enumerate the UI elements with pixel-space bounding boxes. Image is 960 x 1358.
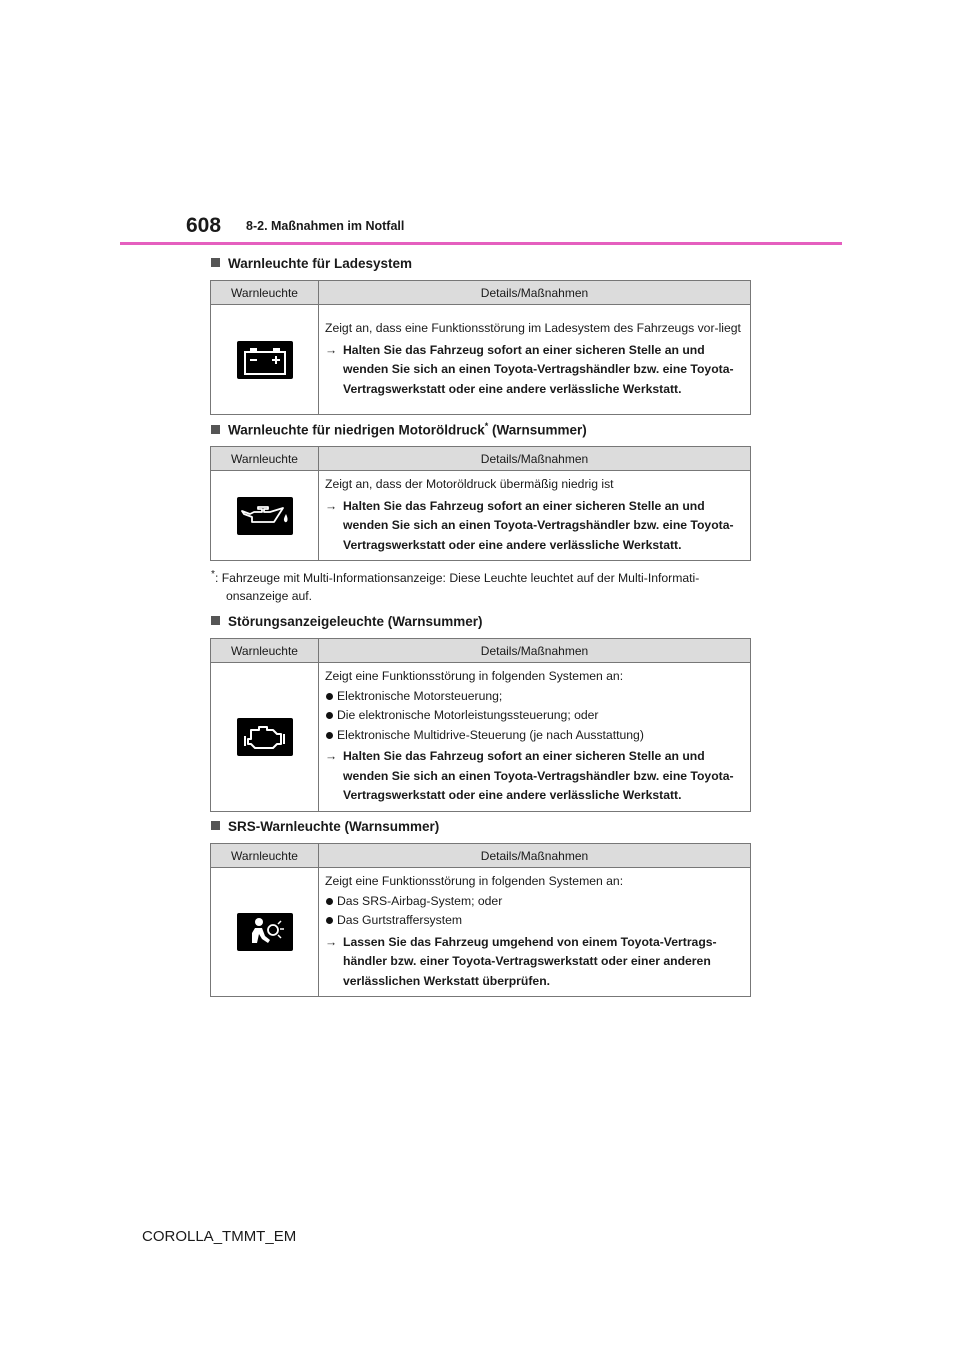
square-bullet-icon [211, 821, 220, 830]
oil-can-icon [237, 497, 293, 535]
warning-table-oil-pressure [210, 446, 751, 561]
column-header-details: Details/Maßnahmen [319, 281, 751, 305]
page-number: 608 [186, 214, 222, 237]
engine-icon [237, 718, 293, 756]
document-code: COROLLA_TMMT_EM [142, 1228, 297, 1245]
list-item: Das SRS-Airbag-System; oder [325, 892, 746, 912]
arrow-icon: → [325, 342, 338, 357]
square-bullet-icon [211, 425, 220, 434]
section-heading-srs: SRS-Warnleuchte (Warnsummer) [211, 819, 439, 834]
warning-table-malfunction [210, 638, 751, 812]
header-rule [120, 242, 842, 245]
details-cell [319, 868, 751, 997]
arrow-icon: → [325, 934, 338, 949]
column-header-warning-light: Warnleuchte [211, 447, 319, 471]
arrow-icon: → [325, 498, 338, 513]
action-text: → Halten Sie das Fahrzeug sofort an einer sicheren Stelle an und wenden Sie sich an einen Toyota-Vertragshändler bzw. eine Toyota-Vertragswerkstatt oder eine andere verlässliche Werkstatt. [325, 342, 734, 396]
list-item: Elektronische Motorsteuerung; [325, 687, 746, 707]
description-text: Zeigt an, dass der Motoröldruck übermäßig niedrig ist [325, 477, 614, 491]
airbag-icon [237, 913, 293, 951]
arrow-icon: → [325, 749, 338, 763]
column-header-details: Details/Maßnahmen [319, 447, 751, 471]
footnote: *: Fahrzeuge mit Multi-Informationsanzeige: Diese Leuchte leuchtet auf der Multi-Informati- onsanzeige auf. [211, 569, 700, 604]
warning-table-srs [210, 843, 751, 997]
column-header-warning-light: Warnleuchte [211, 281, 319, 305]
section-heading-oil-pressure: Warnleuchte für niedrigen Motoröldruck* (Warnsummer) [211, 421, 587, 438]
column-header-warning-light: Warnleuchte [211, 844, 319, 868]
list-item: Die elektronische Motorleistungssteuerung; oder [325, 706, 746, 726]
details-cell [319, 663, 751, 812]
list-item: Elektronische Multidrive-Steuerung (je nach Ausstattung) [325, 726, 746, 746]
action-text: → Halten Sie das Fahrzeug sofort an einer sicheren Stelle an und wenden Sie sich an einen Toyota-Vertragshändler bzw. eine Toyota-Vertragswerkstatt oder eine andere verlässliche Werkstatt. [325, 749, 734, 802]
description-text: Zeigt eine Funktionsstörung in folgenden Systemen an: [325, 669, 624, 683]
section-heading-malfunction: Störungsanzeigeleuchte (Warnsummer) [211, 614, 483, 629]
description-text: Zeigt an, dass eine Funktionsstörung im Ladesystem des Fahrzeugs vor-liegt [325, 321, 741, 335]
battery-icon [237, 341, 293, 379]
list-item: Das Gurtstraffersystem [325, 911, 746, 931]
column-header-warning-light: Warnleuchte [211, 639, 319, 663]
details-cell [319, 305, 751, 415]
description-text: Zeigt eine Funktionsstörung in folgenden Systemen an: [325, 874, 624, 888]
square-bullet-icon [211, 258, 220, 267]
action-text: → Lassen Sie das Fahrzeug umgehend von einem Toyota-Vertrags-händler bzw. einer Toyota-Vertragswerkstatt oder einer anderen verlässlichen Werkstatt überprüfen. [325, 934, 717, 988]
square-bullet-icon [211, 616, 220, 625]
section-heading-charging: Warnleuchte für Ladesystem [211, 256, 412, 271]
column-header-details: Details/Maßnahmen [319, 639, 751, 663]
chapter-title: 8-2. Maßnahmen im Notfall [246, 219, 405, 233]
column-header-details: Details/Maßnahmen [319, 844, 751, 868]
warning-table-charging [210, 280, 751, 415]
action-text: → Halten Sie das Fahrzeug sofort an einer sicheren Stelle an und wenden Sie sich an einen Toyota-Vertragshändler bzw. eine Toyota-Vertragswerkstatt oder eine andere verlässliche Werkstatt. [325, 498, 734, 552]
details-cell [319, 471, 751, 561]
